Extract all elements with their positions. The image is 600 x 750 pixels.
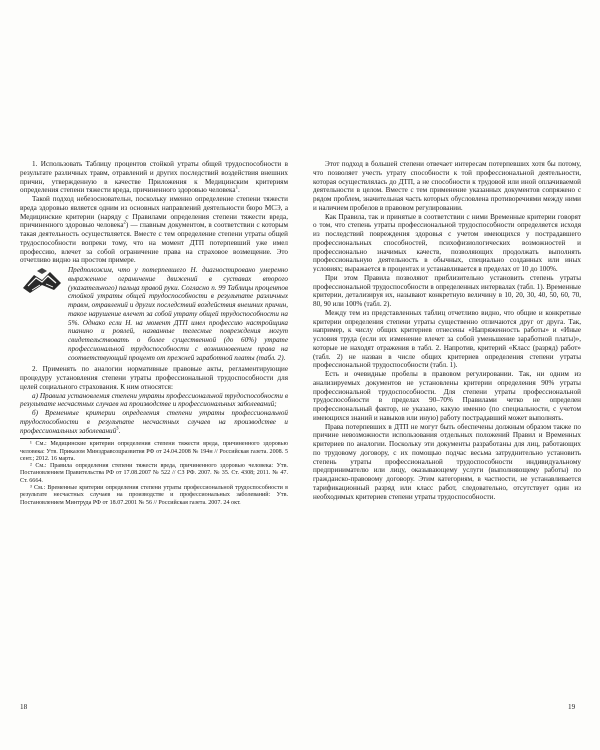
left-item-b: б) Временные критерии определения степени утраты профессиональной трудоспособности в результате несчастных случаев на производстве и профессиональных заболеваний$^3$. — [20, 409, 288, 435]
left-para-1: 1. Использовать Таблицу процентов стойкой утраты общей трудоспособности в результате различных травм, отравлений и других последствий воздействия внешних причин, утвержденную в качестве Приложения к Медицинским критериям определения степени тяжести вреда, причиненного здоровью человека$^1$. — [20, 160, 288, 195]
right-para-4: Между тем из представленных таблиц отчетливо видно, что общие и конкретные критерии определения степени утраты существенно отличаются друг от друга. Так, например, к числу общих критериев отнесены «Напряженность работы» и «Иные условия труда (если их изменение влечет за собой уменьшение заработной платы)», которые не находят отражения в табл. 2. Напротив, критерий «Класс (разряд) работ» (табл. 2) не назван в числе общих критериев определения степени утраты профессиональной трудоспособности (табл. 1). — [313, 308, 581, 370]
left-page — [20, 160, 288, 507]
footnote-1: ¹ См.: Медицинские критерии определения степени тяжести вреда, причиненного здоровью человека: Утв. Приказом Минздравсоцразвития РФ от 24.04.2008 № 194н // Российская газета. 2008. 5 сент.; 2012. 16 марта. — [20, 441, 288, 462]
right-para-6: Права потерпевших в ДТП не могут быть обеспечены должным образом также по причине невозможности использования отдельных положений Правил и Временных критериев по аналогии. Поскольку эти документы разработаны для лиц, работающих по трудовому договору, с их помощью подчас весьма затруднительно установить степень утраты профессиональной трудоспособности индивидуальному предпринимателю или лицу, оказывающему услуги (выполняющему работы) по гражданско-правовому договору. Этим категориям, в частности, не устанавливается тарификационный разряд или класс работ, следовательно, отсутствует один из необходимых критериев степени утраты трудоспособности. — [313, 422, 581, 501]
example-block — [20, 266, 288, 362]
footnote-2: ² См.: Правила определения степени тяжести вреда, причиненного здоровью человека: Утв. Постановлением Правительства РФ от 17.08.2007 № 522 // СЗ РФ. 2007. № 35. Ст. 4308; 2011. № 47. Ст. 6664. — [20, 463, 288, 484]
page-number-right: 19 — [568, 703, 576, 711]
footnote-ref-3[interactable]: 3 — [116, 426, 119, 432]
example-text: Предположим, что у потерпевшего Н. диагностировано умеренно выраженное ограничение движений в суставах второго (указательного) пальца правой руки. Согласно п. 99 Таблицы процентов стойкой утраты общей трудоспособности в результате различных травм, отравлений и других последствий воздействия внешних причин, такое нарушение влечет за собой утрату общей трудоспособности на 5%. Однако если Н. на момент ДТП имел профессию настройщика пианино и роялей, названные телесные повреждения могут свидетельствовать о более существенной (до 60%) утрате профессиональной трудоспособности с возникновением права на соответствующий процент от прежней заработной платы (табл. 2). — [68, 266, 288, 362]
left-para-3: 2. Применять по аналогии нормативные правовые акты, регламентирующие процедуру установления степени утраты профессиональной трудоспособности для целей социального страхования. К ним относятся: — [20, 365, 288, 391]
footnote-3: ³ См.: Временные критерии определения степени утраты профессиональной трудоспособности в результате несчастных случаев на производстве и профессиональных заболеваний: Утв. Постановлением Минтруда РФ от 18.07.2001 № 56 // Российская газета. 2007. 24 окт. — [20, 485, 288, 506]
footnote-separator — [20, 438, 110, 439]
right-page — [313, 160, 581, 501]
footnote-ref-1[interactable]: 1 — [235, 185, 238, 191]
right-para-5: Есть и очевидные пробелы в правовом регулировании. Так, ни одним из анализируемых документов не установлены критерии определения 90% утраты профессиональной трудоспособности. Для степени утраты профессиональной трудоспособности в пределах 90–70% Правилами четко не определен профессиональный фактор, не указано, какую именно (по специальности, с учетом имеющихся знаний и навыков или иную) работу пострадавший может выполнять. — [313, 370, 581, 422]
right-para-1: Этот подход в большей степени отвечает интересам потерпевших хотя бы потому, что позволяет учесть утрату способности к той профессиональной деятельности, которая осуществлялась до ДТП, а не способности к трудовой или иной оплачиваемой деятельности в целом. Вместе с тем применение указанных документов сопряжено с рядом проблем, значительная часть которых обусловлена противоречиями между ними и наличием пробелов в правовом регулировании. — [313, 160, 581, 212]
right-para-3: При этом Правила позволяют приблизительно установить степень утраты профессиональной трудоспособности в определенных интервалах (табл. 1). Временные критерии, детализируя их, называют конкретную величину в 10, 20, 30, 40, 50, 60, 70, 80, 90 или 100% (табл. 2). — [313, 273, 581, 308]
hands-book-icon — [20, 266, 64, 296]
page-number-left: 18 — [20, 703, 28, 711]
footnotes — [20, 441, 288, 507]
left-item-a: а) Правила установления степени утраты профессиональной трудоспособности в результате несчастных случаев на производстве и профессиональных заболеваний; — [20, 391, 288, 409]
left-para-2: Такой подход небезосновательн, поскольку именно определение степени тяжести вреда здоровью является одним из основных направлений деятельности бюро МСЭ, а Медицинские критерии (наряду с Правилами определения степени тяжести вреда, причиненного здоровью человека$^2$) — главным документом, в соответствии с которым такая деятельность осуществляется. Вместе с тем определение степени утраты общей трудоспособности вопреки тому, что на момент ДТП потерпевший уже имел профессию, влечет за собой ограничение права на страховое возмещение. Это отчетливо видно на простом примере. — [20, 195, 288, 265]
right-para-2: Как Правила, так и принятые в соответствии с ними Временные критерии говорят о том, что степень утраты профессиональной трудоспособности определяется исходя из последствий повреждения здоровья с учетом имеющихся у пострадавшего профессиональных способностей, психофизиологических возможностей и профессионально значимых качеств, позволяющих продолжать выполнять профессиональную деятельность в обычных, специально созданных или иных условиях; выражается в процентах и устанавливается в пределах от 10 до 100%. — [313, 212, 581, 273]
footnote-ref-2[interactable]: 2 — [123, 220, 126, 226]
